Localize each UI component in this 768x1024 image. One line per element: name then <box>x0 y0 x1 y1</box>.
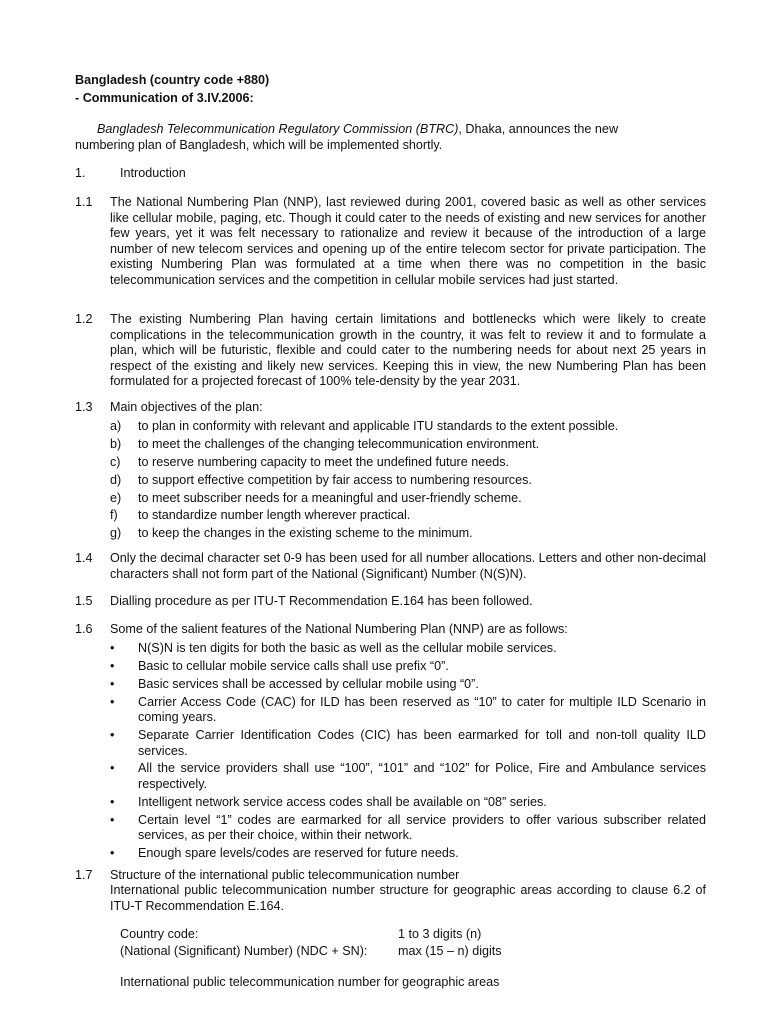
section-1-4-number: 1.4 <box>75 551 93 565</box>
structure-label: (National (Significant) Number) (NDC + SN): <box>120 944 368 958</box>
list-item <box>110 659 706 675</box>
section-1-7-title: Structure of the international public telecommunication number <box>110 868 460 882</box>
list-item <box>110 473 706 489</box>
bullet-icon: • <box>110 728 115 743</box>
section-1-7-number: 1.7 <box>75 868 93 882</box>
list-item-text: to meet subscriber needs for a meaningful and user-friendly scheme. <box>138 490 522 505</box>
bullet-icon: • <box>110 676 115 691</box>
bullet-icon: • <box>110 658 115 673</box>
section-1-5-number: 1.5 <box>75 594 93 608</box>
section-1-2-text: The existing Numbering Plan having certain limitations and bottlenecks which were likely to create complications in the telecommunication growth in the country, it was felt to review it and to formulate a plan, which will be futuristic, flexible and could cater to the numbering needs for about next 25 years in respect of the existing and likely new services. Keeping this in view, the new Numbering Plan has been formulated for a projected forecast of 100% tele-density by the year 2031. <box>110 312 706 388</box>
list-item <box>110 455 706 471</box>
list-marker: c) <box>110 454 121 469</box>
list-item <box>110 491 706 507</box>
list-item-text: Basic to cellular mobile service calls shall use prefix “0”. <box>138 658 449 673</box>
list-item-text: All the service providers shall use “100”, “101” and “102” for Police, Fire and Ambulance services respectively. <box>138 761 706 791</box>
list-item-text: N(S)N is ten digits for both the basic as well as the cellular mobile services. <box>138 641 557 655</box>
section-1-7-text: International public telecommunication number structure for geographic areas according to clause 6.2 of ITU-T Recommendation E.164. <box>110 883 706 913</box>
list-item <box>110 846 706 862</box>
intro-paragraph <box>75 122 715 153</box>
list-item <box>110 795 706 811</box>
list-item-text: to meet the challenges of the changing telecommunication environment. <box>138 436 540 451</box>
section-1-title: Introduction <box>120 166 186 180</box>
bullet-icon: • <box>110 694 115 709</box>
list-item-text: to keep the changes in the existing scheme to the minimum. <box>138 526 473 541</box>
intro-line-1 <box>75 122 715 138</box>
list-marker: f) <box>110 508 118 523</box>
bullet-icon: • <box>110 761 115 776</box>
bullet-icon: • <box>110 846 115 861</box>
bullet-icon: • <box>110 794 115 809</box>
section-1-1-number: 1.1 <box>75 195 93 209</box>
list-item <box>110 508 706 524</box>
list-item-text: to plan in conformity with relevant and applicable ITU standards to the extent possible. <box>138 419 619 433</box>
list-item-text: Basic services shall be accessed by cellular mobile using “0”. <box>138 676 479 691</box>
section-1-number: 1. <box>75 166 86 180</box>
section-1-3-title: Main objectives of the plan: <box>110 400 263 414</box>
list-item-text: Intelligent network service access codes shall be available on “08” series. <box>138 794 547 809</box>
list-item <box>110 677 706 693</box>
section-1-6-title: Some of the salient features of the National Numbering Plan (NNP) are as follows: <box>110 622 568 636</box>
intro-announce: , Dhaka, announces the new <box>458 122 619 136</box>
list-item <box>110 641 706 657</box>
list-item-text: Enough spare levels/codes are reserved for future needs. <box>138 846 459 861</box>
list-item <box>110 695 706 726</box>
list-item <box>110 437 706 453</box>
list-item-text: Carrier Access Code (CAC) for ILD has been reserved as “10” to cater for multiple ILD Scenario in coming years. <box>138 694 706 725</box>
list-item <box>110 813 706 844</box>
section-1-5-text: Dialling procedure as per ITU-T Recommendation E.164 has been followed. <box>110 594 533 608</box>
section-1-4-text: Only the decimal character set 0-9 has been used for all number allocations. Letters and other non-decimal characters shall not form part of the National (Significant) Number (N(S)N). <box>110 551 706 581</box>
section-1-2-number: 1.2 <box>75 312 93 326</box>
list-marker: g) <box>110 526 122 541</box>
bullet-icon: • <box>110 641 115 655</box>
structure-value: 1 to 3 digits (n) <box>398 927 482 941</box>
list-marker: a) <box>110 419 122 433</box>
section-1-7-footer: International public telecommunication number for geographic areas <box>120 975 500 989</box>
features-list <box>110 641 706 864</box>
list-item-text: Certain level “1” codes are earmarked for all service providers to offer various subscriber related services, as per their choice, within their network. <box>138 812 706 843</box>
communication-heading: - Communication of 3.IV.2006: <box>75 91 254 105</box>
btrc-name: Bangladesh Telecommunication Regulatory Commission (BTRC) <box>97 122 459 136</box>
structure-value: max (15 – n) digits <box>398 944 502 958</box>
objectives-list <box>110 419 706 544</box>
section-1-3-number: 1.3 <box>75 400 93 414</box>
list-item-text: Separate Carrier Identification Codes (CIC) has been earmarked for toll and non-toll quality ILD services. <box>138 728 706 758</box>
list-marker: e) <box>110 490 122 505</box>
list-item <box>110 728 706 759</box>
list-item <box>110 526 706 542</box>
list-marker: d) <box>110 472 122 487</box>
intro-line-2: numbering plan of Bangladesh, which will be implemented shortly. <box>75 137 443 152</box>
list-item <box>110 761 706 792</box>
country-heading: Bangladesh (country code +880) <box>75 73 270 87</box>
structure-label: Country code: <box>120 927 199 941</box>
list-marker: b) <box>110 436 122 451</box>
list-item-text: to support effective competition by fair access to numbering resources. <box>138 472 532 487</box>
section-1-6-number: 1.6 <box>75 622 93 636</box>
list-item-text: to standardize number length wherever practical. <box>138 508 411 523</box>
list-item <box>110 419 706 435</box>
list-item-text: to reserve numbering capacity to meet the undefined future needs. <box>138 454 510 469</box>
bullet-icon: • <box>110 812 115 827</box>
section-1-1-text: The National Numbering Plan (NNP), last reviewed during 2001, covered basic as well as other services like cellular mobile, paging, etc. Though it could cater to the needs of existing and new services for another few years, yet it was felt necessary to rationalize and review it because of the introduction of a large number of new telecom services and opening up of the entire telecom sector for private participation. The existing Numbering Plan was formulated at a time when there was no competition in the basic telecommunication services and the competition in cellular mobile services had just started. <box>110 195 706 287</box>
